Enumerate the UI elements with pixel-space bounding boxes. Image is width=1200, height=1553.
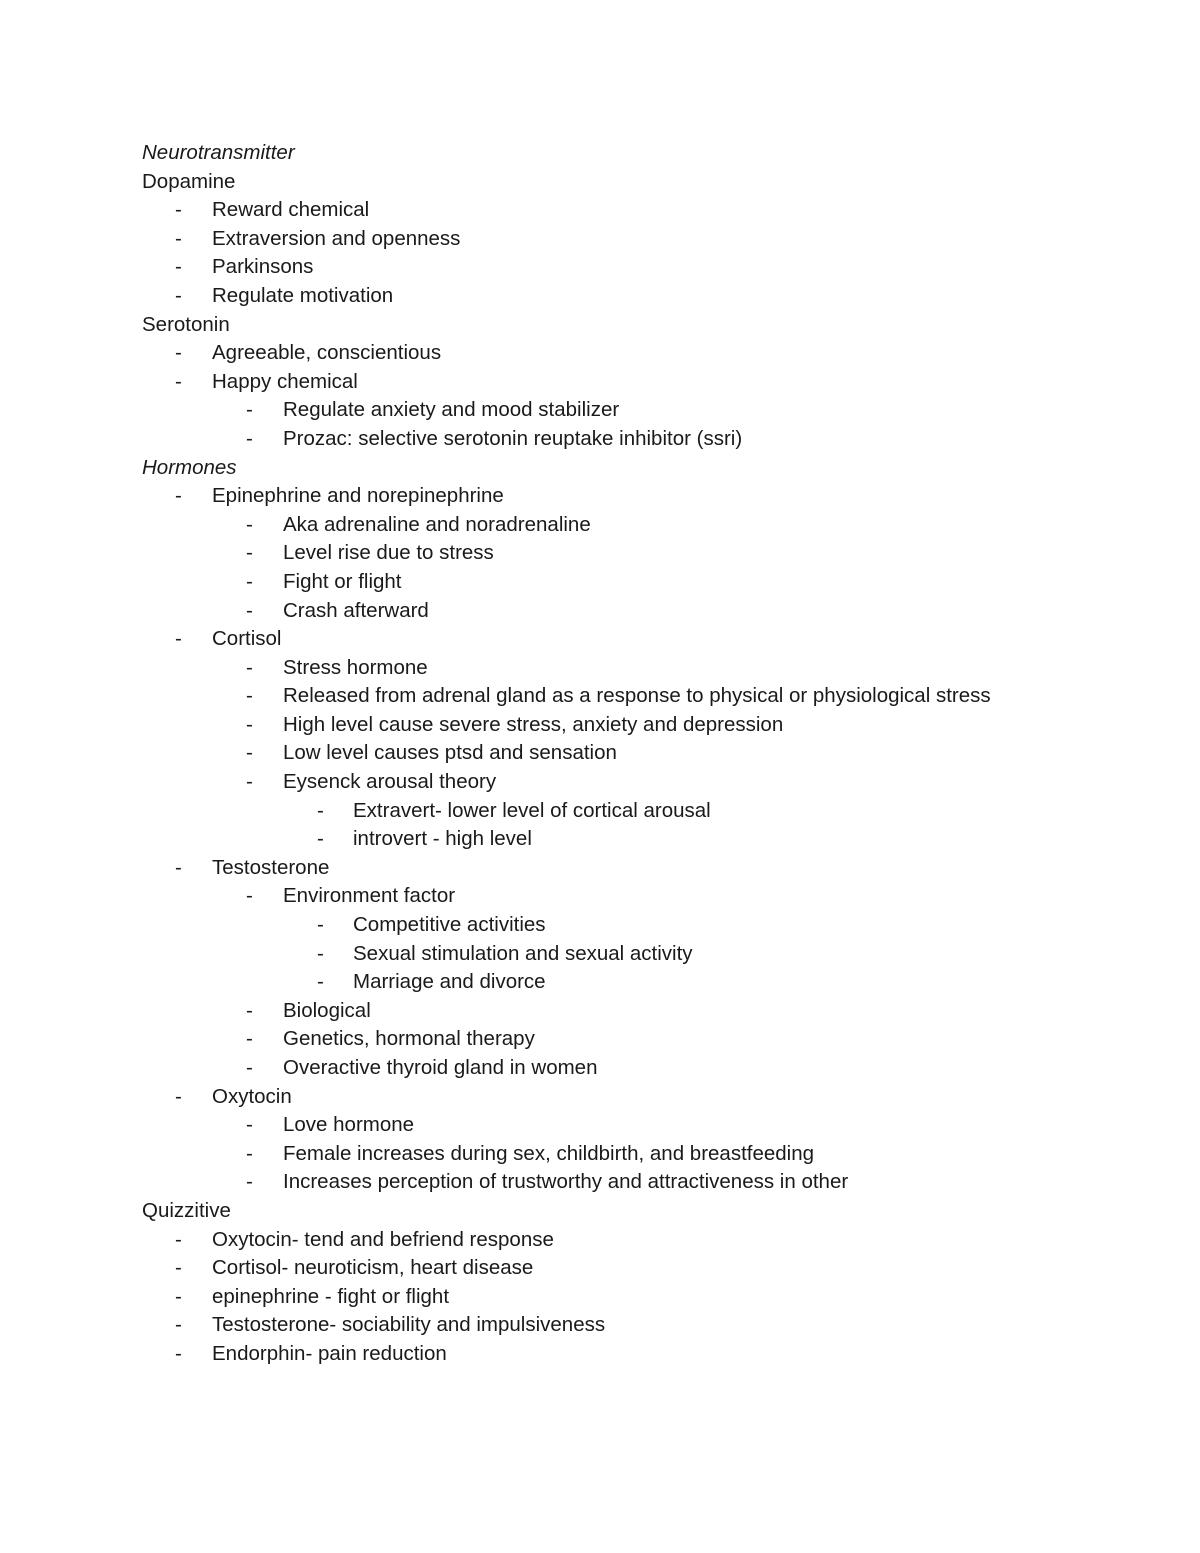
bullet-dash: - bbox=[246, 770, 253, 794]
bullet-dash: - bbox=[175, 484, 182, 508]
bullet-dash: - bbox=[175, 1341, 182, 1365]
bullet-dash: - bbox=[175, 1313, 182, 1337]
list-item bbox=[142, 396, 1142, 425]
list-item-text: Sexual stimulation and sexual activity bbox=[353, 941, 693, 965]
bullet-dash: - bbox=[246, 684, 253, 708]
list-item-text: Environment factor bbox=[283, 884, 456, 908]
bullet-dash: - bbox=[246, 998, 253, 1022]
bullet-dash: - bbox=[246, 569, 253, 593]
bullet-dash: - bbox=[317, 827, 324, 851]
bullet-dash: - bbox=[246, 1113, 253, 1137]
bullet-dash: - bbox=[246, 541, 253, 565]
bullet-dash: - bbox=[317, 970, 324, 994]
list-item-text: Crash afterward bbox=[283, 598, 429, 622]
list-item-text: Cortisol bbox=[212, 627, 282, 651]
list-item-text: introvert - high level bbox=[353, 827, 532, 851]
list-item-text: Prozac: selective serotonin reuptake inhibitor (ssri) bbox=[283, 426, 743, 450]
list-item bbox=[142, 1168, 1142, 1197]
list-item bbox=[142, 282, 1142, 311]
list-item-text: Epinephrine and norepinephrine bbox=[212, 484, 504, 508]
list-item-text: Extravert- lower level of cortical arousal bbox=[353, 798, 711, 822]
list-item-text: Regulate motivation bbox=[212, 283, 394, 307]
list-item-text: Testosterone- sociability and impulsiveness bbox=[212, 1313, 606, 1337]
bullet-dash: - bbox=[175, 1284, 182, 1308]
heading-text: Hormones bbox=[142, 455, 237, 479]
notes-body bbox=[142, 139, 1142, 1369]
list-item-text: Female increases during sex, childbirth, and breastfeeding bbox=[283, 1141, 815, 1165]
list-item bbox=[142, 425, 1142, 454]
bullet-dash: - bbox=[317, 941, 324, 965]
list-item-text: Endorphin- pain reduction bbox=[212, 1341, 447, 1365]
list-item bbox=[142, 482, 1142, 511]
list-item bbox=[142, 225, 1142, 254]
list-item bbox=[142, 1226, 1142, 1255]
list-item bbox=[142, 511, 1142, 540]
list-item bbox=[142, 768, 1142, 797]
list-item-text: Reward chemical bbox=[212, 198, 370, 222]
bullet-dash: - bbox=[246, 655, 253, 679]
list-item-text: Happy chemical bbox=[212, 369, 358, 393]
bullet-dash: - bbox=[246, 741, 253, 765]
list-item-text: Marriage and divorce bbox=[353, 970, 546, 994]
list-item-text: Regulate anxiety and mood stabilizer bbox=[283, 398, 620, 422]
bullet-dash: - bbox=[175, 1084, 182, 1108]
bullet-dash: - bbox=[246, 398, 253, 422]
list-item-text: Cortisol- neuroticism, heart disease bbox=[212, 1256, 534, 1280]
bullet-dash: - bbox=[246, 426, 253, 450]
list-item bbox=[142, 568, 1142, 597]
list-item-text: Oxytocin bbox=[212, 1084, 292, 1108]
list-item bbox=[142, 854, 1142, 883]
heading-text: Dopamine bbox=[142, 169, 236, 193]
bullet-dash: - bbox=[246, 1141, 253, 1165]
bullet-dash: - bbox=[175, 627, 182, 651]
bullet-dash: - bbox=[175, 1227, 182, 1251]
list-item bbox=[142, 911, 1142, 940]
heading-text: Serotonin bbox=[142, 312, 230, 336]
list-item bbox=[142, 825, 1142, 854]
list-item bbox=[142, 253, 1142, 282]
list-item-text: Testosterone bbox=[212, 855, 330, 879]
list-item bbox=[142, 882, 1142, 911]
list-item bbox=[142, 997, 1142, 1026]
list-item bbox=[142, 940, 1142, 969]
list-item-text: Agreeable, conscientious bbox=[212, 341, 442, 365]
section-heading bbox=[142, 139, 1142, 168]
list-item-text: Genetics, hormonal therapy bbox=[283, 1027, 535, 1051]
bullet-dash: - bbox=[246, 1170, 253, 1194]
list-item bbox=[142, 654, 1142, 683]
bullet-dash: - bbox=[317, 913, 324, 937]
list-item bbox=[142, 739, 1142, 768]
bullet-dash: - bbox=[246, 512, 253, 536]
list-item bbox=[142, 597, 1142, 626]
list-item-text: Oxytocin- tend and befriend response bbox=[212, 1227, 554, 1251]
list-item-text: Parkinsons bbox=[212, 255, 314, 279]
list-item bbox=[142, 1025, 1142, 1054]
list-item bbox=[142, 1140, 1142, 1169]
list-item-text: Level rise due to stress bbox=[283, 541, 494, 565]
bullet-dash: - bbox=[175, 369, 182, 393]
section-heading bbox=[142, 311, 1142, 340]
bullet-dash: - bbox=[246, 1027, 253, 1051]
bullet-dash: - bbox=[175, 226, 182, 250]
bullet-dash: - bbox=[246, 712, 253, 736]
list-item-text: Aka adrenaline and noradrenaline bbox=[283, 512, 591, 536]
heading-text: Quizzitive bbox=[142, 1198, 231, 1222]
list-item-text: Stress hormone bbox=[283, 655, 428, 679]
list-item-text: High level cause severe stress, anxiety and depression bbox=[283, 712, 784, 736]
bullet-dash: - bbox=[246, 884, 253, 908]
list-item bbox=[142, 1283, 1142, 1312]
list-item bbox=[142, 625, 1142, 654]
list-item bbox=[142, 1254, 1142, 1283]
list-item bbox=[142, 1311, 1142, 1340]
heading-text: Neurotransmitter bbox=[142, 141, 295, 164]
bullet-dash: - bbox=[175, 855, 182, 879]
bullet-dash: - bbox=[175, 341, 182, 365]
section-heading bbox=[142, 1197, 1142, 1226]
list-item bbox=[142, 539, 1142, 568]
list-item-text: Increases perception of trustworthy and attractiveness in other bbox=[283, 1170, 849, 1194]
bullet-dash: - bbox=[317, 798, 324, 822]
list-item-text: Eysenck arousal theory bbox=[283, 770, 497, 794]
list-item bbox=[142, 1111, 1142, 1140]
list-item bbox=[142, 196, 1142, 225]
list-item-text: epinephrine - fight or flight bbox=[212, 1284, 450, 1308]
list-item bbox=[142, 968, 1142, 997]
section-heading bbox=[142, 168, 1142, 197]
list-item bbox=[142, 339, 1142, 368]
list-item bbox=[142, 1083, 1142, 1112]
bullet-dash: - bbox=[246, 598, 253, 622]
list-item-text: Released from adrenal gland as a response to physical or physiological stress bbox=[283, 684, 991, 708]
bullet-dash: - bbox=[175, 283, 182, 307]
bullet-dash: - bbox=[175, 1256, 182, 1280]
list-item-text: Fight or flight bbox=[283, 569, 402, 593]
bullet-dash: - bbox=[175, 198, 182, 222]
bullet-dash: - bbox=[246, 1056, 253, 1079]
list-item-text: Love hormone bbox=[283, 1113, 415, 1137]
bullet-dash: - bbox=[175, 255, 182, 279]
list-item-text: Biological bbox=[283, 998, 371, 1022]
list-item bbox=[142, 682, 1142, 711]
list-item-text: Low level causes ptsd and sensation bbox=[283, 741, 617, 765]
list-item bbox=[142, 368, 1142, 397]
list-item-text: Overactive thyroid gland in women bbox=[283, 1056, 598, 1079]
list-item bbox=[142, 1340, 1142, 1369]
list-item bbox=[142, 797, 1142, 826]
list-item-text: Competitive activities bbox=[353, 913, 546, 937]
list-item bbox=[142, 1054, 1142, 1083]
list-item bbox=[142, 711, 1142, 740]
section-heading bbox=[142, 454, 1142, 483]
list-item-text: Extraversion and openness bbox=[212, 226, 461, 250]
